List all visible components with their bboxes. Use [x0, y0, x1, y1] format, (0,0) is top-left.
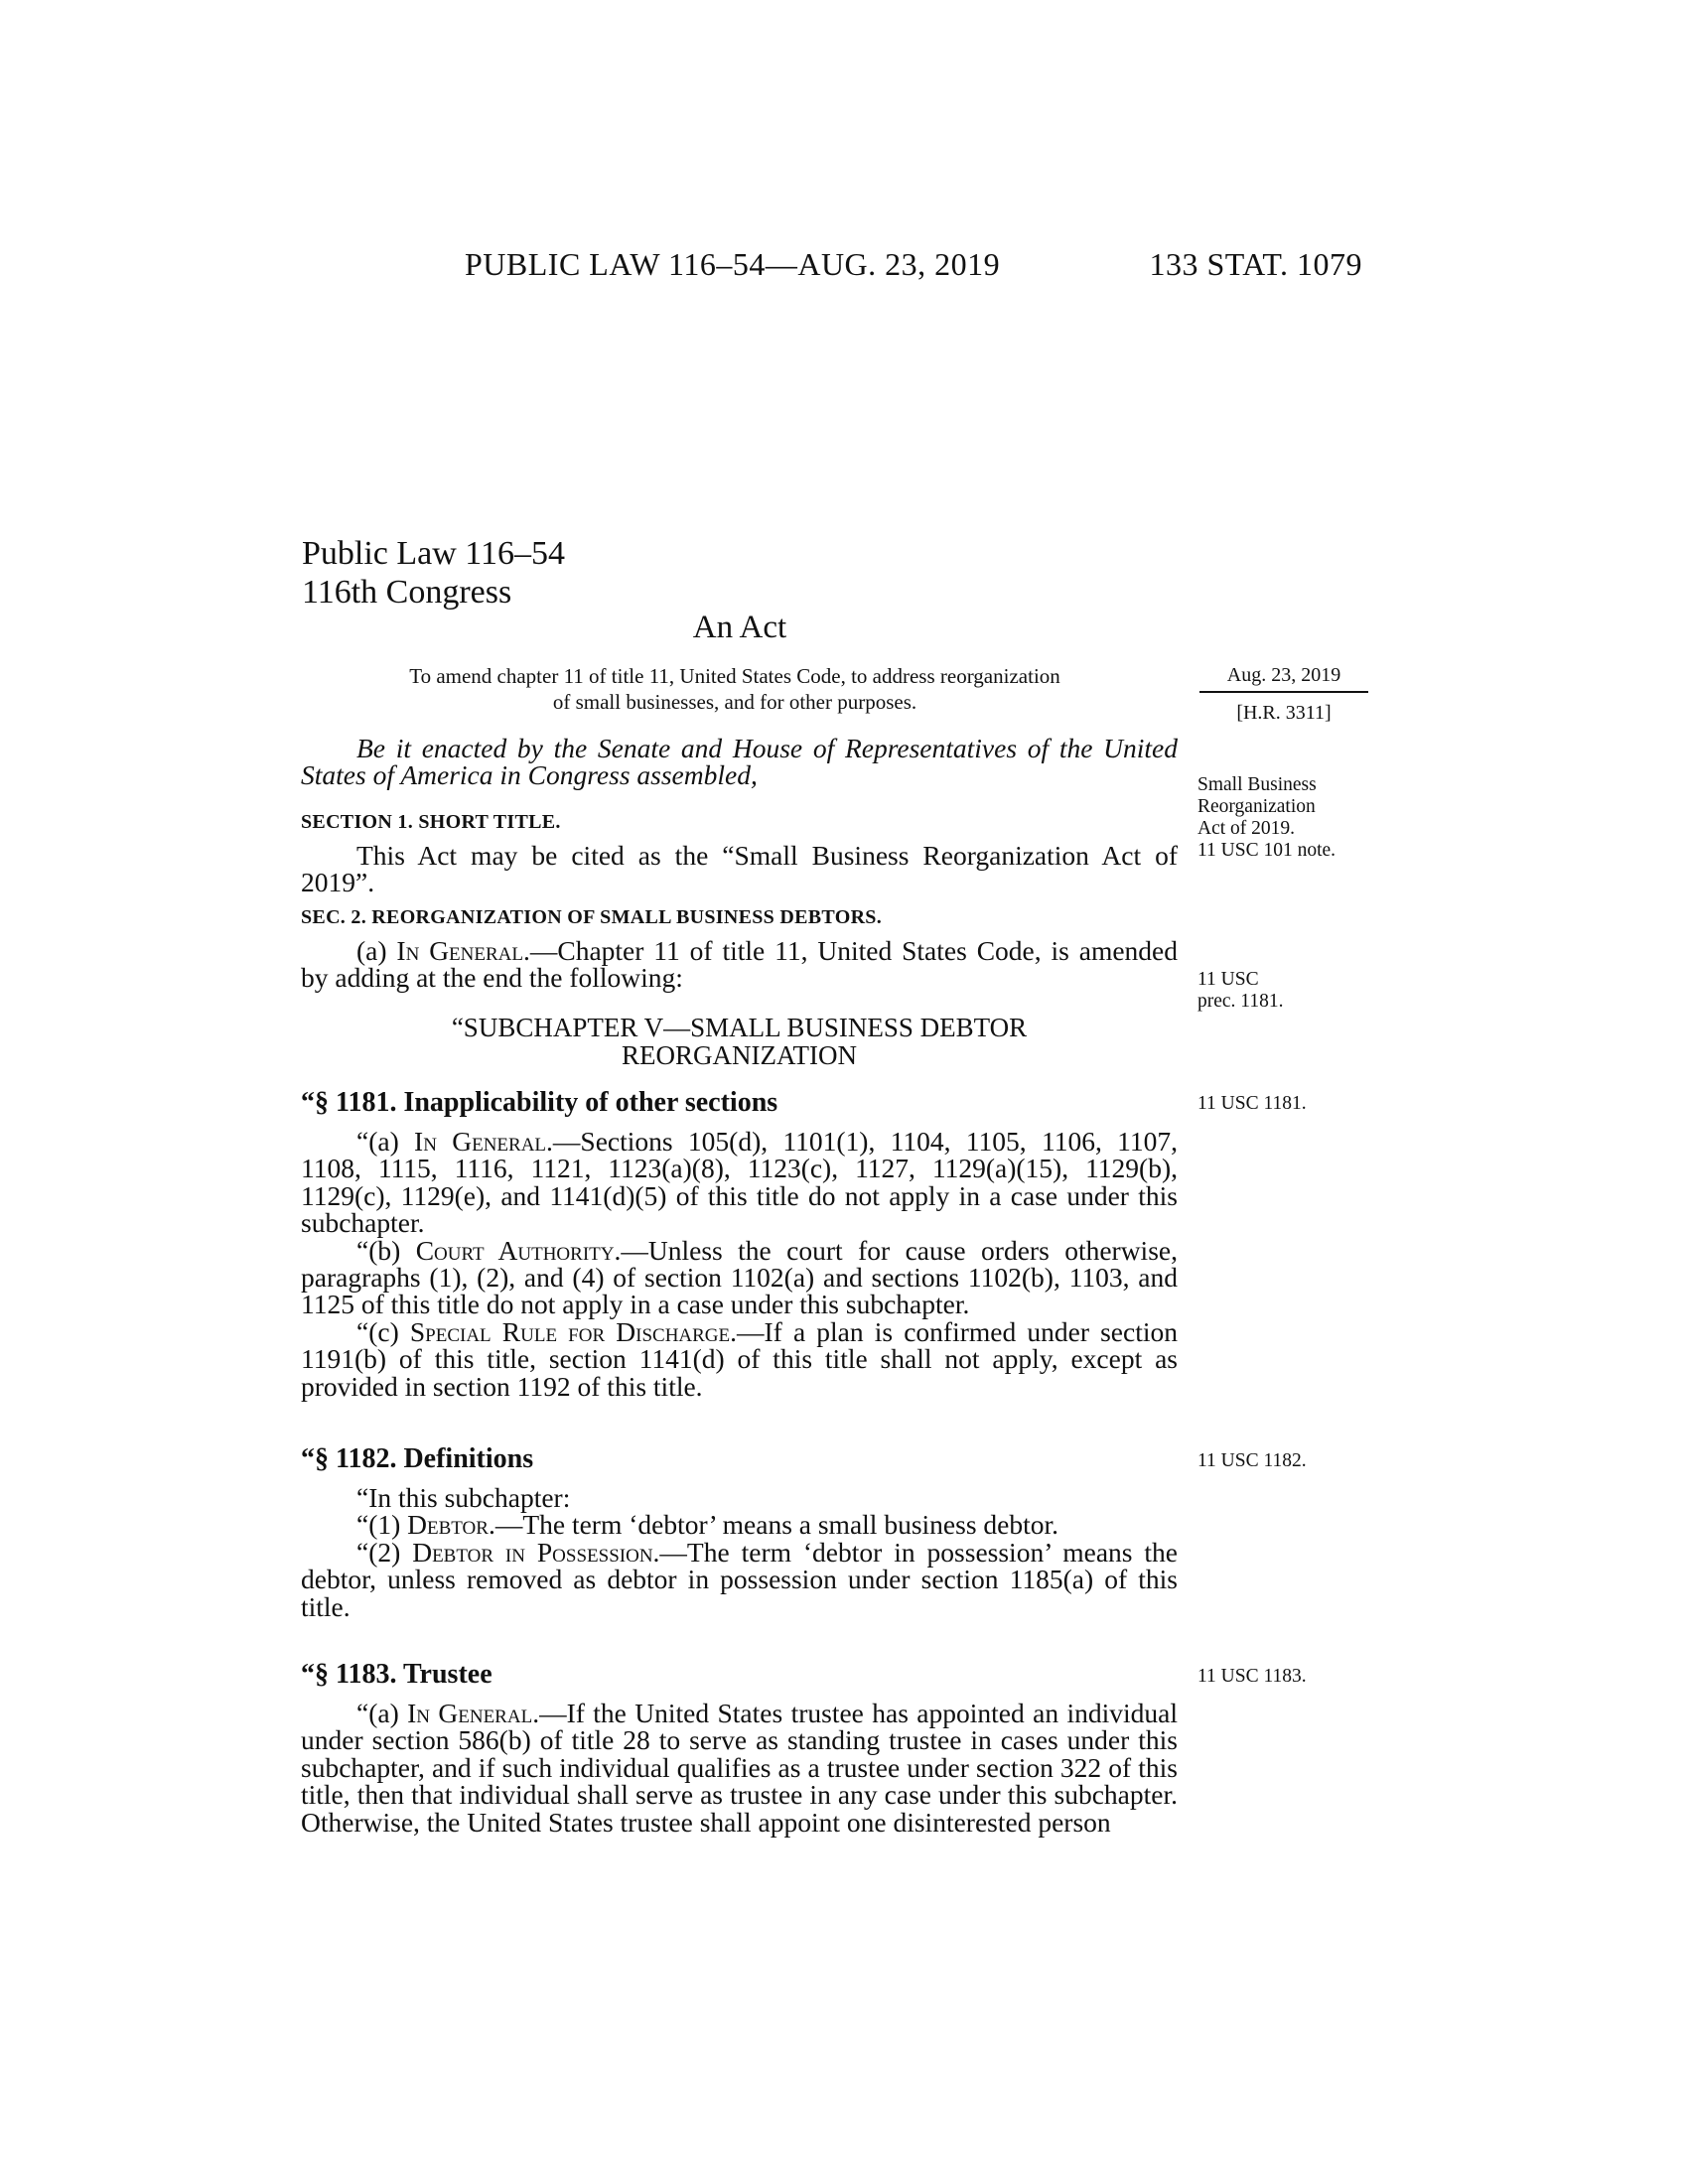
margin-note-1181: 11 USC 1181. — [1197, 1093, 1307, 1114]
stat-reference: 133 STAT. 1079 — [1149, 246, 1362, 282]
margin-note-1182: 11 USC 1182. — [1197, 1450, 1307, 1471]
section-1182-body: “In this subchapter: “(1) Debtor.—The term ‘debtor’ means a small business debtor. “(2) Debtor in Possession.—The term ‘debtor in possession’ means the debtor, unless removed as debtor in possession under section 1185(a) of this title. — [301, 1482, 1178, 1622]
subchapter-heading: “SUBCHAPTER V—SMALL BUSINESS DEBTOR REORGANIZATION — [451, 1013, 1028, 1070]
section-1182-heading: “§ 1182. Definitions — [301, 1443, 534, 1474]
purpose-line: of small businesses, and for other purposes. — [552, 690, 917, 714]
act-heading: An Act — [692, 610, 787, 645]
public-law-number: Public Law 116–54 — [302, 535, 566, 572]
margin-note-1183: 11 USC 1183. — [1197, 1666, 1307, 1687]
enactment-date: Aug. 23, 2019 — [1199, 661, 1368, 693]
enactment-date-box — [1199, 661, 1368, 727]
section-1-text: This Act may be cited as the “Small Business Reorganization Act of 2019”. — [301, 840, 1178, 898]
section-2a: (a) In General.—Chapter 11 of title 11, United States Code, is amended by adding at the end the following: — [301, 935, 1178, 994]
congress-number: 116th Congress — [302, 574, 512, 611]
section-1183-heading: “§ 1183. Trustee — [301, 1659, 492, 1690]
section-1181-heading: “§ 1181. Inapplicability of other sections — [301, 1087, 778, 1118]
section-1-heading: SECTION 1. SHORT TITLE. — [301, 811, 561, 833]
bill-number: [H.R. 3311] — [1236, 702, 1332, 724]
section-1183-body: “(a) In General.—If the United States trustee has appointed an individual under section 586(b) of title 28 to serve as standing trustee in cases under this subchapter, and if such individual qualifies as a trustee under section 322 of this title, then that individual shall serve as trustee in any case under this subchapter. Otherwise, the United States trustee shall appoint one disinterested person — [301, 1698, 1178, 1838]
section-2-heading: SEC. 2. REORGANIZATION OF SMALL BUSINESS DEBTORS. — [301, 906, 883, 928]
purpose-line: To amend chapter 11 of title 11, United States Code, to address reorganization — [409, 664, 1060, 688]
running-title: PUBLIC LAW 116–54—AUG. 23, 2019 — [465, 246, 1001, 282]
margin-note-prec: 11 USC prec. 1181. — [1197, 969, 1284, 1012]
margin-note-short-title: Small Business Reorganization Act of 2019. 11 USC 101 note. — [1197, 774, 1336, 861]
enacting-clause: Be it enacted by the Senate and House of Representatives of the United States of America in Congress assembled, — [301, 733, 1178, 791]
law-designation — [302, 534, 565, 612]
section-1181-body: “(a) In General.—Sections 105(d), 1101(1), 1104, 1105, 1106, 1107, 1108, 1115, 1116, 1121, 1123(a)(8), 1123(c), 1127, 1129(a)(15), 1129(b), 1129(c), 1129(e), and 1141(d)(5) of this title do not apply in a case under this subchapter. “(b) Court Authority.—Unless the court for cause orders otherwise, paragraphs (1), (2), and (4) of section 1102(a) and sections 1102(b), 1103, and 1125 of this title do not apply in a case under this subchapter. “(c) Special Rule for Discharge.—If a plan is confirmed under section 1191(b) of this title, section 1141(d) of this title shall not apply, except as provided in section 1192 of this title. — [301, 1126, 1178, 1402]
running-head — [465, 246, 1362, 283]
act-purpose — [298, 663, 1172, 715]
